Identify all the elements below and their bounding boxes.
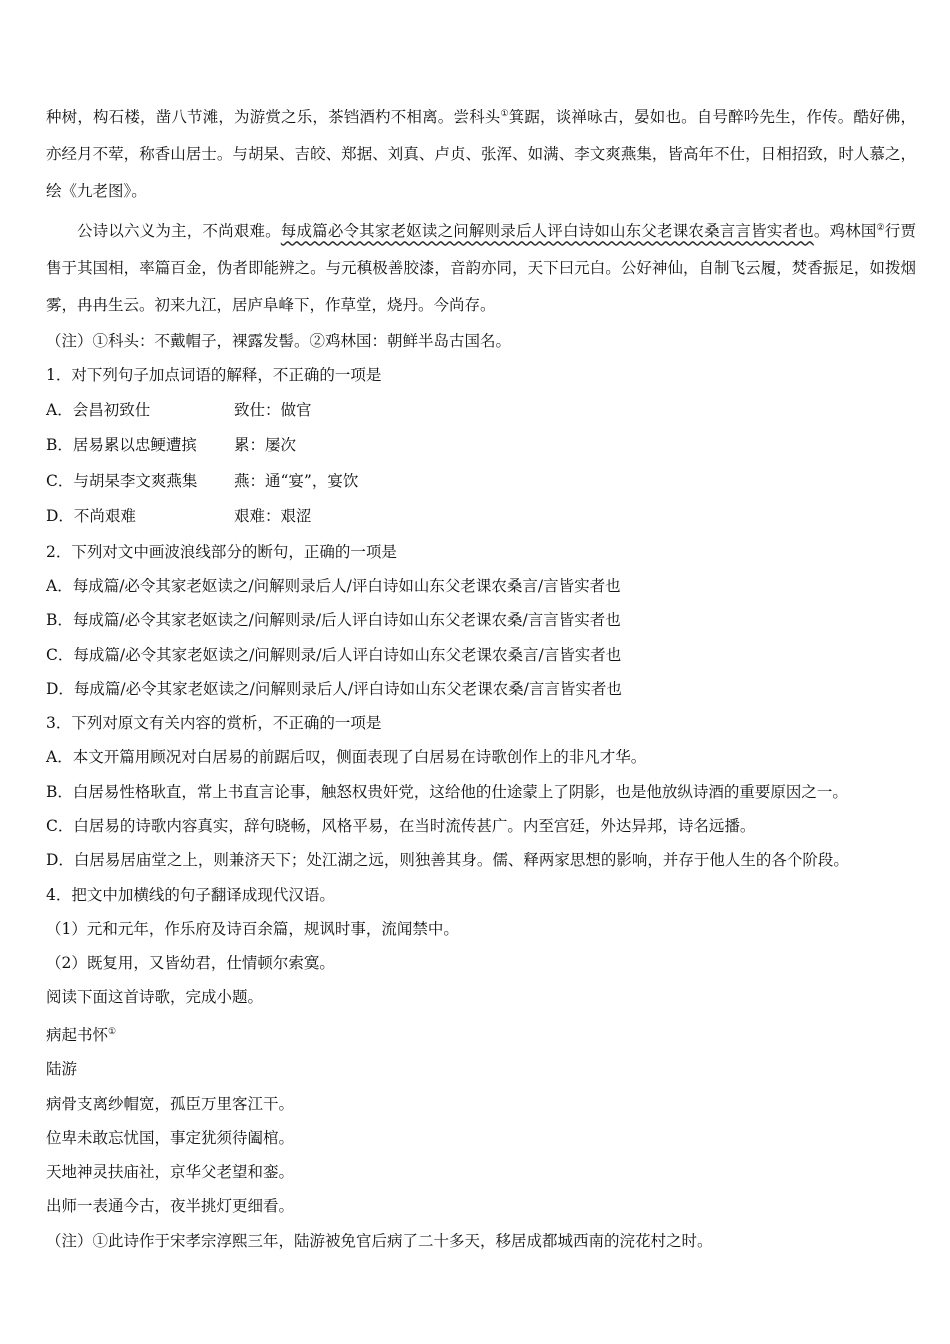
question-4-stem: 4．把文中加横线的句子翻译成现代汉语。 <box>46 885 335 904</box>
poem-line-3: 天地神灵扶庙社，京华父老望和銮。 <box>46 1163 295 1182</box>
passage-text: 行贾售于其国相，率篇百金，伪者即能辨之。与元稹极善胶漆，音韵亦同，天下曰元白。公好神仙，自制飞云履，焚香振足，如拨烟雾，冉冉生云。初来九江，居庐阜峰下，作草堂，烧丹。今尚存。 <box>46 222 916 315</box>
question-1-stem: 1．对下列句子加点词语的解释，不正确的一项是 <box>46 366 382 385</box>
poem-line-2: 位卑未敢忘忧国，事定犹须待阖棺。 <box>46 1128 295 1147</box>
passage-text: 种树，构石楼，凿八节滩，为游赏之乐，茶铛酒杓不相离。尝科头 <box>46 108 501 127</box>
question-1-option-c <box>46 464 916 500</box>
question-3-option-a: A．本文开篇用顾况对白居易的前踞后叹，侧面表现了白居易在诗歌创作上的非凡才华。 <box>46 748 647 767</box>
footnote-marker-1: ① <box>500 109 509 119</box>
question-2-option-d: D．每成篇/必令其家老妪读之/问解则录后人/评白诗如山东父老课农桑/言言皆实者也 <box>46 679 622 698</box>
passage-note: （注）①科头：不戴帽子，裸露发髻。②鸡林国：朝鲜半岛古国名。 <box>46 332 512 351</box>
wavy-underlined-sentence: 每成篇必令其家老妪读之问解则录后人评白诗如山东父老课农桑言言皆实者也 <box>280 222 814 241</box>
option-explanation: 燕：通“宴”，宴饮 <box>234 471 359 490</box>
question-3-option-c: C．白居易的诗歌内容真实，辞句晓畅，风格平易，在当时流传甚广。内至宫廷，外达异邦，诗名远播。 <box>46 816 756 835</box>
question-1-option-d <box>46 499 916 535</box>
passage-paragraph-2 <box>46 210 916 324</box>
poem-note: （注）①此诗作于宋孝宗淳熙三年，陆游被免官后病了二十多天，移居成都城西南的浣花村之时。 <box>46 1231 713 1250</box>
passage-paragraph-1 <box>46 96 916 210</box>
question-4-item-1: （1）元和元年，作乐府及诗百余篇，规讽时事，流闻禁中。 <box>46 919 459 938</box>
option-sentence: C．与胡杲李文爽燕集 <box>46 471 198 490</box>
option-sentence: D．不尚艰难 <box>46 507 136 526</box>
question-3-option-d: D．白居易居庙堂之上，则兼济天下；处江湖之远，则独善其身。儒、释两家思想的影响，并存于他人生的各个阶段。 <box>46 851 849 870</box>
poem-author: 陆游 <box>46 1060 78 1079</box>
question-2-option-a: A．每成篇/必令其家老妪读之/问解则录后人/评白诗如山东父老课农桑言/言皆实者也 <box>46 576 621 595</box>
question-2-stem: 2．下列对文中画波浪线部分的断句，正确的一项是 <box>46 542 397 561</box>
question-3-stem: 3．下列对原文有关内容的赏析，不正确的一项是 <box>46 714 382 733</box>
poem-title <box>46 1015 916 1052</box>
footnote-marker-poem: ① <box>108 1026 117 1037</box>
question-2-option-c: C．每成篇/必令其家老妪读之/问解则录/后人评白诗如山东父老课农桑言/言皆实者也 <box>46 645 622 664</box>
poem-line-4: 出师一表通今古，夜半挑灯更细看。 <box>46 1197 295 1216</box>
option-explanation: 致仕：做官 <box>234 400 312 419</box>
footnote-marker-2: ② <box>876 223 885 234</box>
option-sentence: A．会昌初致仕 <box>46 400 151 419</box>
passage-text: 公诗以六义为主，不尚艰难。 <box>77 222 281 241</box>
passage-text: 。鸡林国 <box>813 222 877 241</box>
option-sentence: B．居易累以忠鲠遭摈 <box>46 436 197 455</box>
question-3-option-b: B．白居易性格耿直，常上书直言论事，触怒权贵奸党，这给他的仕途蒙上了阴影，也是他放纵诗酒的重要原因之一。 <box>46 782 848 801</box>
poem-title-text: 病起书怀 <box>46 1025 109 1044</box>
poem-intro: 阅读下面这首诗歌，完成小题。 <box>46 988 264 1007</box>
question-1-option-a <box>46 393 916 429</box>
passage-text: 箕踞，谈禅咏古，晏如也。自号醉吟先生，作传。酷好佛，亦经月不荤，称香山居士。与胡杲、吉皎、郑据、刘真、卢贞、张浑、如满、李文爽燕集，皆高年不仕，日相招致，时人慕之，绘《九老图》。 <box>46 108 916 201</box>
question-4-item-2: （2）既复用，又皆幼君，仕情顿尔索寞。 <box>46 954 335 973</box>
document-page <box>46 96 916 1258</box>
option-explanation: 累：屡次 <box>234 436 297 455</box>
poem-line-1: 病骨支离纱帽宽，孤臣万里客江干。 <box>46 1094 295 1113</box>
question-2-option-b: B．每成篇/必令其家老妪读之/问解则录/后人评白诗如山东父老课农桑/言言皆实者也 <box>46 611 621 630</box>
option-explanation: 艰难：艰涩 <box>234 507 312 526</box>
question-1-option-b <box>46 428 916 464</box>
